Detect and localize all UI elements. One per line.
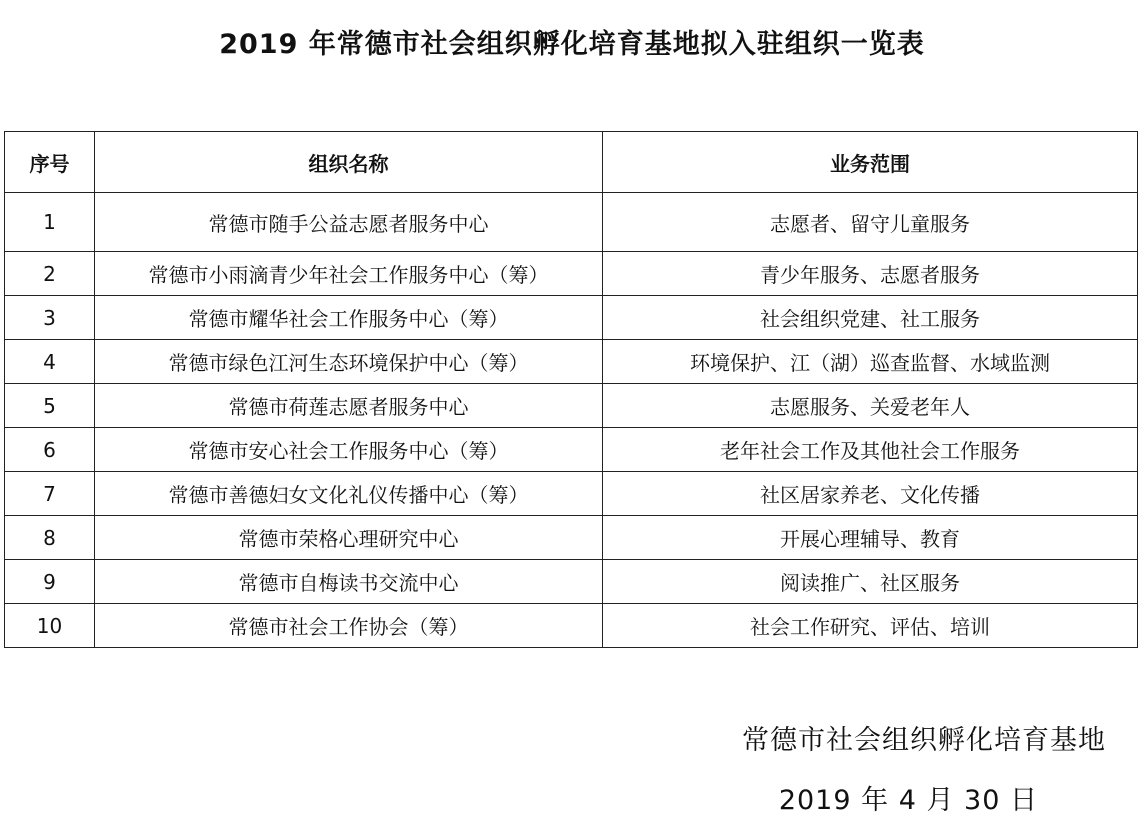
- header-business-scope: 业务范围: [603, 132, 1138, 193]
- organization-name: 常德市小雨滴青少年社会工作服务中心（筹）: [95, 252, 603, 296]
- organization-table: [4, 131, 1138, 648]
- row-number: 7: [5, 472, 95, 516]
- organization-name: 常德市荷莲志愿者服务中心: [95, 384, 603, 428]
- business-scope: 志愿者、留守儿童服务: [603, 193, 1138, 252]
- row-number: 5: [5, 384, 95, 428]
- business-scope: 志愿服务、关爱老年人: [603, 384, 1138, 428]
- table-row: [5, 193, 1138, 252]
- business-scope: 社区居家养老、文化传播: [603, 472, 1138, 516]
- header-organization-name: 组织名称: [95, 132, 603, 193]
- table-row: [5, 296, 1138, 340]
- business-scope: 阅读推广、社区服务: [603, 560, 1138, 604]
- business-scope: 开展心理辅导、教育: [603, 516, 1138, 560]
- header-serial-number: 序号: [5, 132, 95, 193]
- row-number: 2: [5, 252, 95, 296]
- business-scope: 环境保护、江（湖）巡查监督、水域监测: [603, 340, 1138, 384]
- table-row: [5, 340, 1138, 384]
- business-scope: 社会组织党建、社工服务: [603, 296, 1138, 340]
- table-row: [5, 252, 1138, 296]
- organization-name: 常德市荣格心理研究中心: [95, 516, 603, 560]
- business-scope: 老年社会工作及其他社会工作服务: [603, 428, 1138, 472]
- organization-name: 常德市随手公益志愿者服务中心: [95, 193, 603, 252]
- row-number: 10: [5, 604, 95, 648]
- table-row: [5, 472, 1138, 516]
- row-number: 4: [5, 340, 95, 384]
- business-scope: 社会工作研究、评估、培训: [603, 604, 1138, 648]
- organization-name: 常德市自梅读书交流中心: [95, 560, 603, 604]
- table-row: [5, 384, 1138, 428]
- organization-name: 常德市绿色江河生态环境保护中心（筹）: [95, 340, 603, 384]
- organization-name: 常德市安心社会工作服务中心（筹）: [95, 428, 603, 472]
- row-number: 9: [5, 560, 95, 604]
- organization-name: 常德市耀华社会工作服务中心（筹）: [95, 296, 603, 340]
- organization-name: 常德市社会工作协会（筹）: [95, 604, 603, 648]
- table-row: [5, 516, 1138, 560]
- organization-name: 常德市善德妇女文化礼仪传播中心（筹）: [95, 472, 603, 516]
- table-row: [5, 560, 1138, 604]
- row-number: 1: [5, 193, 95, 252]
- document-title: 2019 年常德市社会组织孵化培育基地拟入驻组织一览表: [219, 29, 925, 60]
- issue-date: 2019 年 4 月 30 日: [778, 785, 1038, 816]
- issuing-organization: 常德市社会组织孵化培育基地: [742, 725, 1106, 756]
- table-row: [5, 604, 1138, 648]
- row-number: 8: [5, 516, 95, 560]
- business-scope: 青少年服务、志愿者服务: [603, 252, 1138, 296]
- row-number: 3: [5, 296, 95, 340]
- row-number: 6: [5, 428, 95, 472]
- table-row: [5, 428, 1138, 472]
- table-header-row: [5, 132, 1138, 193]
